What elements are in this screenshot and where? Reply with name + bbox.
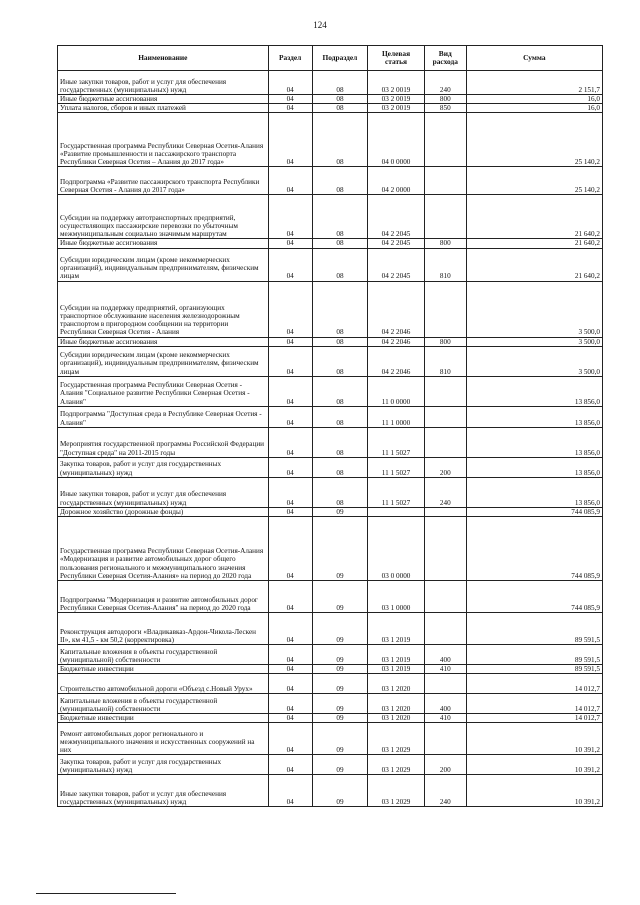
row-target: 03 0 0000 [368, 517, 425, 581]
row-type [424, 674, 466, 694]
row-type: 400 [424, 645, 466, 665]
row-target: 04 2 2046 [368, 346, 425, 376]
row-subsection: 08 [312, 477, 368, 507]
row-sum: 2 151,7 [466, 71, 602, 95]
row-section: 04 [268, 645, 312, 665]
row-target: 11 1 5027 [368, 427, 425, 457]
row-name: Иные закупки товаров, работ и услуг для обеспечения государственных (муниципальных) нужд [58, 477, 269, 507]
row-section: 04 [268, 477, 312, 507]
header-sum: Сумма [466, 46, 602, 71]
row-type: 800 [424, 337, 466, 346]
row-section: 04 [268, 195, 312, 239]
row-name: Иные бюджетные ассигнования [58, 239, 269, 248]
row-section: 04 [268, 674, 312, 694]
row-name: Иные бюджетные ассигнования [58, 337, 269, 346]
table-row [58, 71, 603, 95]
row-name: Строительство автомобильной дороги «Объезд с.Новый Урух» [58, 674, 269, 694]
row-section: 04 [268, 694, 312, 714]
header-subsection: Подраздел [312, 46, 368, 71]
row-type: 810 [424, 346, 466, 376]
table-row [58, 613, 603, 645]
row-sum: 13 856,0 [466, 457, 602, 477]
table-row [58, 281, 603, 337]
table-row [58, 239, 603, 248]
row-target: 11 0 0000 [368, 376, 425, 406]
row-target: 03 1 2020 [368, 674, 425, 694]
table-row [58, 517, 603, 581]
row-subsection: 09 [312, 694, 368, 714]
row-sum: 25 140,2 [466, 113, 602, 167]
table-row [58, 723, 603, 755]
row-type: 850 [424, 104, 466, 113]
row-section: 04 [268, 723, 312, 755]
row-type: 400 [424, 694, 466, 714]
row-target: 03 1 2029 [368, 723, 425, 755]
row-sum: 3 500,0 [466, 281, 602, 337]
row-sum: 13 856,0 [466, 477, 602, 507]
table-row [58, 714, 603, 723]
row-type [424, 581, 466, 613]
row-name: Иные закупки товаров, работ и услуг для обеспечения государственных (муниципальных) нужд [58, 71, 269, 95]
table-body [58, 71, 603, 807]
table-row [58, 104, 603, 113]
row-sum: 10 391,2 [466, 775, 602, 807]
row-section: 04 [268, 581, 312, 613]
row-subsection: 08 [312, 457, 368, 477]
row-type [424, 167, 466, 195]
row-target: 04 2 2046 [368, 337, 425, 346]
row-section: 04 [268, 427, 312, 457]
row-sum: 10 391,2 [466, 723, 602, 755]
row-name: Подпрограмма "Модернизация и развитие автомобильных дорог Республики Северная Осетия-Алания" на период до 2020 года [58, 581, 269, 613]
header-row [58, 46, 603, 71]
row-type: 410 [424, 714, 466, 723]
row-name: Капитальные вложения в объекты государственной (муниципальной) собственности [58, 694, 269, 714]
row-sum: 744 085,9 [466, 517, 602, 581]
row-section: 04 [268, 517, 312, 581]
row-type: 240 [424, 775, 466, 807]
table-row [58, 694, 603, 714]
row-subsection: 08 [312, 104, 368, 113]
row-section: 04 [268, 613, 312, 645]
row-subsection: 08 [312, 113, 368, 167]
header-type: Вид расхода [424, 46, 466, 71]
row-type: 800 [424, 95, 466, 104]
table-row [58, 346, 603, 376]
budget-table [57, 45, 603, 807]
row-section: 04 [268, 71, 312, 95]
row-sum: 3 500,0 [466, 346, 602, 376]
row-sum: 13 856,0 [466, 376, 602, 406]
row-sum: 14 012,7 [466, 674, 602, 694]
table-row [58, 113, 603, 167]
row-sum: 3 500,0 [466, 337, 602, 346]
row-subsection: 09 [312, 714, 368, 723]
row-subsection: 08 [312, 281, 368, 337]
row-type [424, 427, 466, 457]
row-subsection: 08 [312, 376, 368, 406]
row-sum: 21 640,2 [466, 248, 602, 281]
row-subsection: 08 [312, 239, 368, 248]
row-target: 03 2 0019 [368, 71, 425, 95]
row-name: Подпрограмма «Развитие пассажирского транспорта Республики Северная Осетия - Алания до 2017 года» [58, 167, 269, 195]
row-sum: 744 085,9 [466, 507, 602, 516]
row-subsection: 08 [312, 346, 368, 376]
row-name: Государственная программа Республики Северная Осетия-Алания «Развитие промышленности и пассажирского транспорта Республики Северная Осетия – Алания до 2017 года» [58, 113, 269, 167]
row-subsection: 08 [312, 167, 368, 195]
row-section: 04 [268, 95, 312, 104]
table-row [58, 457, 603, 477]
header-section: Раздел [268, 46, 312, 71]
row-subsection: 09 [312, 674, 368, 694]
row-name: Мероприятия государственной программы Российской Федерации "Доступная среда" на 2011-2015 годы [58, 427, 269, 457]
row-name: Субсидии юридическим лицам (кроме некоммерческих организаций), индивидуальным предпринимателям, физическим лицам [58, 346, 269, 376]
row-target: 11 1 0000 [368, 406, 425, 427]
row-section: 04 [268, 665, 312, 674]
table-row [58, 581, 603, 613]
row-subsection: 08 [312, 248, 368, 281]
row-name: Субсидии на поддержку предприятий, организующих транспортное обслуживание населения железнодорожным транспортом в пригородном сообщении на территории Республики Северная Осетия - Алания [58, 281, 269, 337]
table-row [58, 337, 603, 346]
row-sum: 89 591,5 [466, 613, 602, 645]
header-target: Целевая статья [368, 46, 425, 71]
table-row [58, 427, 603, 457]
row-target: 04 0 0000 [368, 113, 425, 167]
row-type [424, 723, 466, 755]
row-sum: 13 856,0 [466, 427, 602, 457]
row-section: 04 [268, 239, 312, 248]
row-type: 200 [424, 457, 466, 477]
table-row [58, 376, 603, 406]
row-subsection: 09 [312, 581, 368, 613]
table-row [58, 665, 603, 674]
row-type [424, 517, 466, 581]
row-subsection: 08 [312, 195, 368, 239]
row-name: Иные закупки товаров, работ и услуг для обеспечения государственных (муниципальных) нужд [58, 775, 269, 807]
row-type: 800 [424, 239, 466, 248]
row-type [424, 406, 466, 427]
row-type [424, 376, 466, 406]
row-section: 04 [268, 337, 312, 346]
row-subsection: 09 [312, 517, 368, 581]
row-subsection: 09 [312, 755, 368, 775]
row-type: 200 [424, 755, 466, 775]
row-target: 03 1 2020 [368, 694, 425, 714]
row-subsection: 08 [312, 427, 368, 457]
row-name: Субсидии юридическим лицам (кроме некоммерческих организаций), индивидуальным предпринимателям, физическим лицам [58, 248, 269, 281]
table-row [58, 507, 603, 516]
row-sum: 13 856,0 [466, 406, 602, 427]
row-name: Государственная программа Республики Северная Осетия-Алания «Модернизация и развитие автомобильных дорог общего пользования регионального и межмуниципального значения Республики Северная Осетия-Алания» на период до 2020 года [58, 517, 269, 581]
row-section: 04 [268, 248, 312, 281]
table-row [58, 674, 603, 694]
row-name: Субсидии на поддержку автотранспортных предприятий, осуществляющих пассажирские перевозки по убыточным межмуниципальным социально значимым маршрутам [58, 195, 269, 239]
row-section: 04 [268, 507, 312, 516]
row-section: 04 [268, 167, 312, 195]
row-target [368, 507, 425, 516]
table-row [58, 645, 603, 665]
table-row [58, 477, 603, 507]
row-type: 410 [424, 665, 466, 674]
row-name: Закупка товаров, работ и услуг для государственных (муниципальных) нужд [58, 755, 269, 775]
row-sum: 25 140,2 [466, 167, 602, 195]
row-sum: 89 591,5 [466, 665, 602, 674]
row-sum: 89 591,5 [466, 645, 602, 665]
row-section: 04 [268, 376, 312, 406]
table-row [58, 95, 603, 104]
row-name: Капитальные вложения в объекты государственной (муниципальной) собственности [58, 645, 269, 665]
row-section: 04 [268, 714, 312, 723]
row-type: 810 [424, 248, 466, 281]
row-target: 04 2 2045 [368, 195, 425, 239]
row-sum: 14 012,7 [466, 694, 602, 714]
row-section: 04 [268, 281, 312, 337]
row-sum: 21 640,2 [466, 239, 602, 248]
row-section: 04 [268, 755, 312, 775]
row-section: 04 [268, 346, 312, 376]
header-name: Наименование [58, 46, 269, 71]
row-target: 03 1 2019 [368, 613, 425, 645]
row-type [424, 113, 466, 167]
row-subsection: 09 [312, 775, 368, 807]
row-target: 03 2 0019 [368, 104, 425, 113]
row-subsection: 09 [312, 665, 368, 674]
row-name: Подпрограмма "Доступная среда в Республике Северная Осетия - Алания" [58, 406, 269, 427]
row-name: Иные бюджетные ассигнования [58, 95, 269, 104]
row-subsection: 08 [312, 337, 368, 346]
row-name: Ремонт автомобильных дорог регионального и межмуниципального значения и искусственных сооружений на них [58, 723, 269, 755]
row-name: Уплата налогов, сборов и иных платежей [58, 104, 269, 113]
row-section: 04 [268, 775, 312, 807]
row-target: 04 2 0000 [368, 167, 425, 195]
row-type: 240 [424, 71, 466, 95]
row-subsection: 08 [312, 406, 368, 427]
row-type [424, 195, 466, 239]
row-subsection: 09 [312, 645, 368, 665]
table-row [58, 167, 603, 195]
row-sum: 14 012,7 [466, 714, 602, 723]
row-name: Государственная программа Республики Северная Осетия - Алания "Социальное развитие Республики Северная Осетия - Алания" [58, 376, 269, 406]
row-subsection: 09 [312, 723, 368, 755]
row-sum: 16,0 [466, 104, 602, 113]
row-name: Закупка товаров, работ и услуг для государственных (муниципальных) нужд [58, 457, 269, 477]
row-target: 03 2 0019 [368, 95, 425, 104]
row-subsection: 09 [312, 613, 368, 645]
row-target: 04 2 2045 [368, 248, 425, 281]
row-type: 240 [424, 477, 466, 507]
row-name: Дорожное хозяйство (дорожные фонды) [58, 507, 269, 516]
row-subsection: 09 [312, 507, 368, 516]
row-name: Бюджетные инвестиции [58, 665, 269, 674]
row-target: 03 1 0000 [368, 581, 425, 613]
row-sum: 10 391,2 [466, 755, 602, 775]
table-row [58, 195, 603, 239]
row-subsection: 08 [312, 71, 368, 95]
table-row [58, 248, 603, 281]
row-target: 11 1 5027 [368, 477, 425, 507]
table-row [58, 406, 603, 427]
row-target: 03 1 2020 [368, 714, 425, 723]
row-target: 03 1 2019 [368, 665, 425, 674]
row-sum: 744 085,9 [466, 581, 602, 613]
row-section: 04 [268, 104, 312, 113]
table-row [58, 755, 603, 775]
row-type [424, 613, 466, 645]
row-subsection: 08 [312, 95, 368, 104]
table-header [58, 46, 603, 71]
row-section: 04 [268, 113, 312, 167]
row-target: 03 1 2019 [368, 645, 425, 665]
table-row [58, 775, 603, 807]
row-sum: 21 640,2 [466, 195, 602, 239]
row-target: 04 2 2046 [368, 281, 425, 337]
row-section: 04 [268, 406, 312, 427]
row-sum: 16,0 [466, 95, 602, 104]
footnote-divider [36, 893, 176, 894]
row-name: Бюджетные инвестиции [58, 714, 269, 723]
row-type [424, 507, 466, 516]
row-target: 03 1 2029 [368, 755, 425, 775]
page-number: 124 [313, 20, 327, 30]
row-target: 11 1 5027 [368, 457, 425, 477]
row-target: 03 1 2029 [368, 775, 425, 807]
row-type [424, 281, 466, 337]
row-target: 04 2 2045 [368, 239, 425, 248]
row-name: Реконструкция автодороги «Владикавказ-Ардон-Чикола-Лескен II», км 41,5 - км 50,2 (корректировка) [58, 613, 269, 645]
row-section: 04 [268, 457, 312, 477]
